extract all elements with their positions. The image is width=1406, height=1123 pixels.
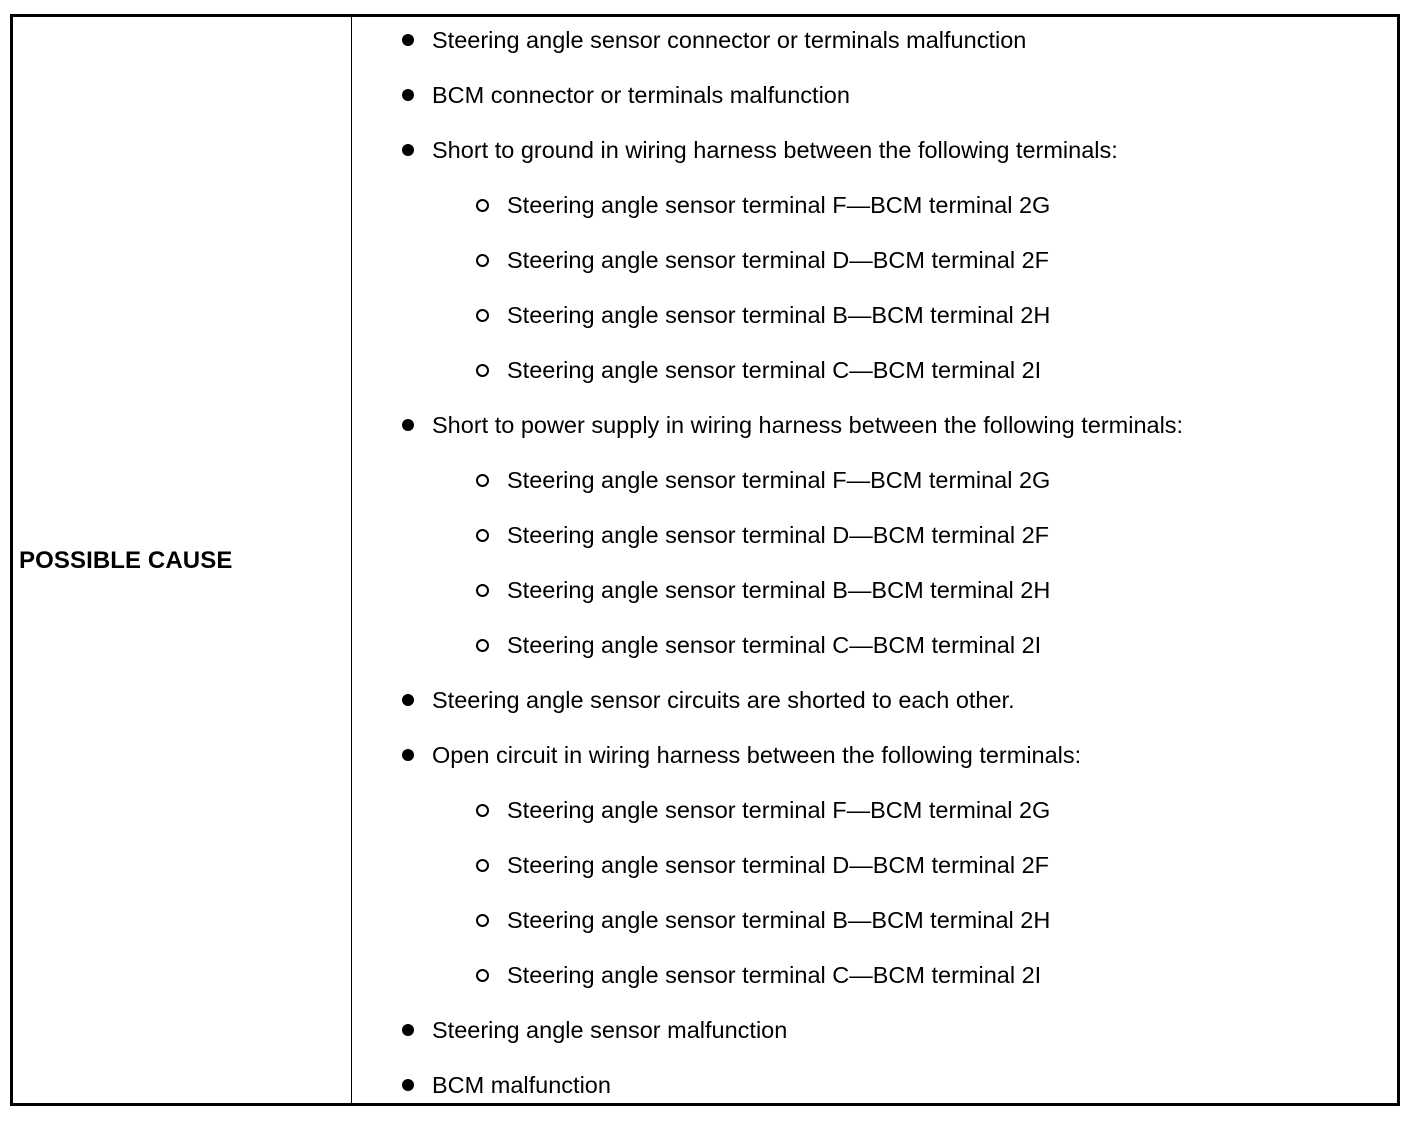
cause-text: Steering angle sensor terminal F—BCM terminal 2G [507,192,1051,218]
cause-subitem [352,353,1397,408]
cause-text: Steering angle sensor terminal D—BCM terminal 2F [507,247,1050,273]
cause-subitem [352,848,1397,903]
cause-subitem [352,188,1397,243]
cause-text: Steering angle sensor terminal F—BCM terminal 2G [507,797,1051,823]
hollow-bullet-icon [476,969,489,982]
cause-subitem [352,463,1397,518]
hollow-bullet-icon [476,859,489,872]
hollow-bullet-icon [476,529,489,542]
cause-item [352,683,1397,738]
cause-subitem [352,793,1397,848]
cause-text: Steering angle sensor terminal D—BCM terminal 2F [507,852,1050,878]
cause-item [352,133,1397,188]
cause-text: Steering angle sensor terminal B—BCM terminal 2H [507,907,1051,933]
cause-text: Open circuit in wiring harness between the following terminals: [432,742,1082,768]
cause-subitem [352,628,1397,683]
cause-subitem [352,518,1397,573]
filled-bullet-icon [402,1024,414,1036]
filled-bullet-icon [402,419,414,431]
hollow-bullet-icon [476,804,489,817]
cause-text: BCM connector or terminals malfunction [432,82,850,108]
cause-subitem [352,958,1397,1013]
cause-item [352,1068,1397,1123]
cause-text: Steering angle sensor terminal C—BCM terminal 2I [507,632,1042,658]
hollow-bullet-icon [476,914,489,927]
cause-text: Steering angle sensor terminal C—BCM terminal 2I [507,962,1042,988]
hollow-bullet-icon [476,474,489,487]
cause-text: Steering angle sensor terminal C—BCM terminal 2I [507,357,1042,383]
possible-cause-table [10,14,1400,1106]
cause-subitem [352,243,1397,298]
cause-text: Steering angle sensor terminal B—BCM terminal 2H [507,302,1051,328]
filled-bullet-icon [402,34,414,46]
hollow-bullet-icon [476,254,489,267]
hollow-bullet-icon [476,584,489,597]
cause-text: BCM malfunction [432,1072,611,1098]
filled-bullet-icon [402,749,414,761]
filled-bullet-icon [402,144,414,156]
cause-item [352,78,1397,133]
cause-subitem [352,573,1397,628]
filled-bullet-icon [402,1079,414,1091]
cause-text: Steering angle sensor terminal F—BCM terminal 2G [507,467,1051,493]
cause-text: Steering angle sensor malfunction [432,1017,788,1043]
possible-cause-label: POSSIBLE CAUSE [19,547,233,574]
cause-text: Steering angle sensor connector or terminals malfunction [432,27,1027,53]
cause-item [352,23,1397,78]
cause-item [352,408,1397,463]
cause-subitem [352,903,1397,958]
hollow-bullet-icon [476,199,489,212]
cause-text: Steering angle sensor terminal D—BCM terminal 2F [507,522,1050,548]
filled-bullet-icon [402,89,414,101]
causes-list [352,23,1397,1123]
hollow-bullet-icon [476,639,489,652]
hollow-bullet-icon [476,364,489,377]
cause-item [352,738,1397,793]
cause-text: Steering angle sensor circuits are shorted to each other. [432,687,1015,713]
cause-subitem [352,298,1397,353]
hollow-bullet-icon [476,309,489,322]
cause-item [352,1013,1397,1068]
cause-text: Short to ground in wiring harness between the following terminals: [432,137,1118,163]
filled-bullet-icon [402,694,414,706]
label-cell [13,17,352,1103]
causes-cell [352,17,1397,1103]
cause-text: Steering angle sensor terminal B—BCM terminal 2H [507,577,1051,603]
cause-text: Short to power supply in wiring harness between the following terminals: [432,412,1184,438]
